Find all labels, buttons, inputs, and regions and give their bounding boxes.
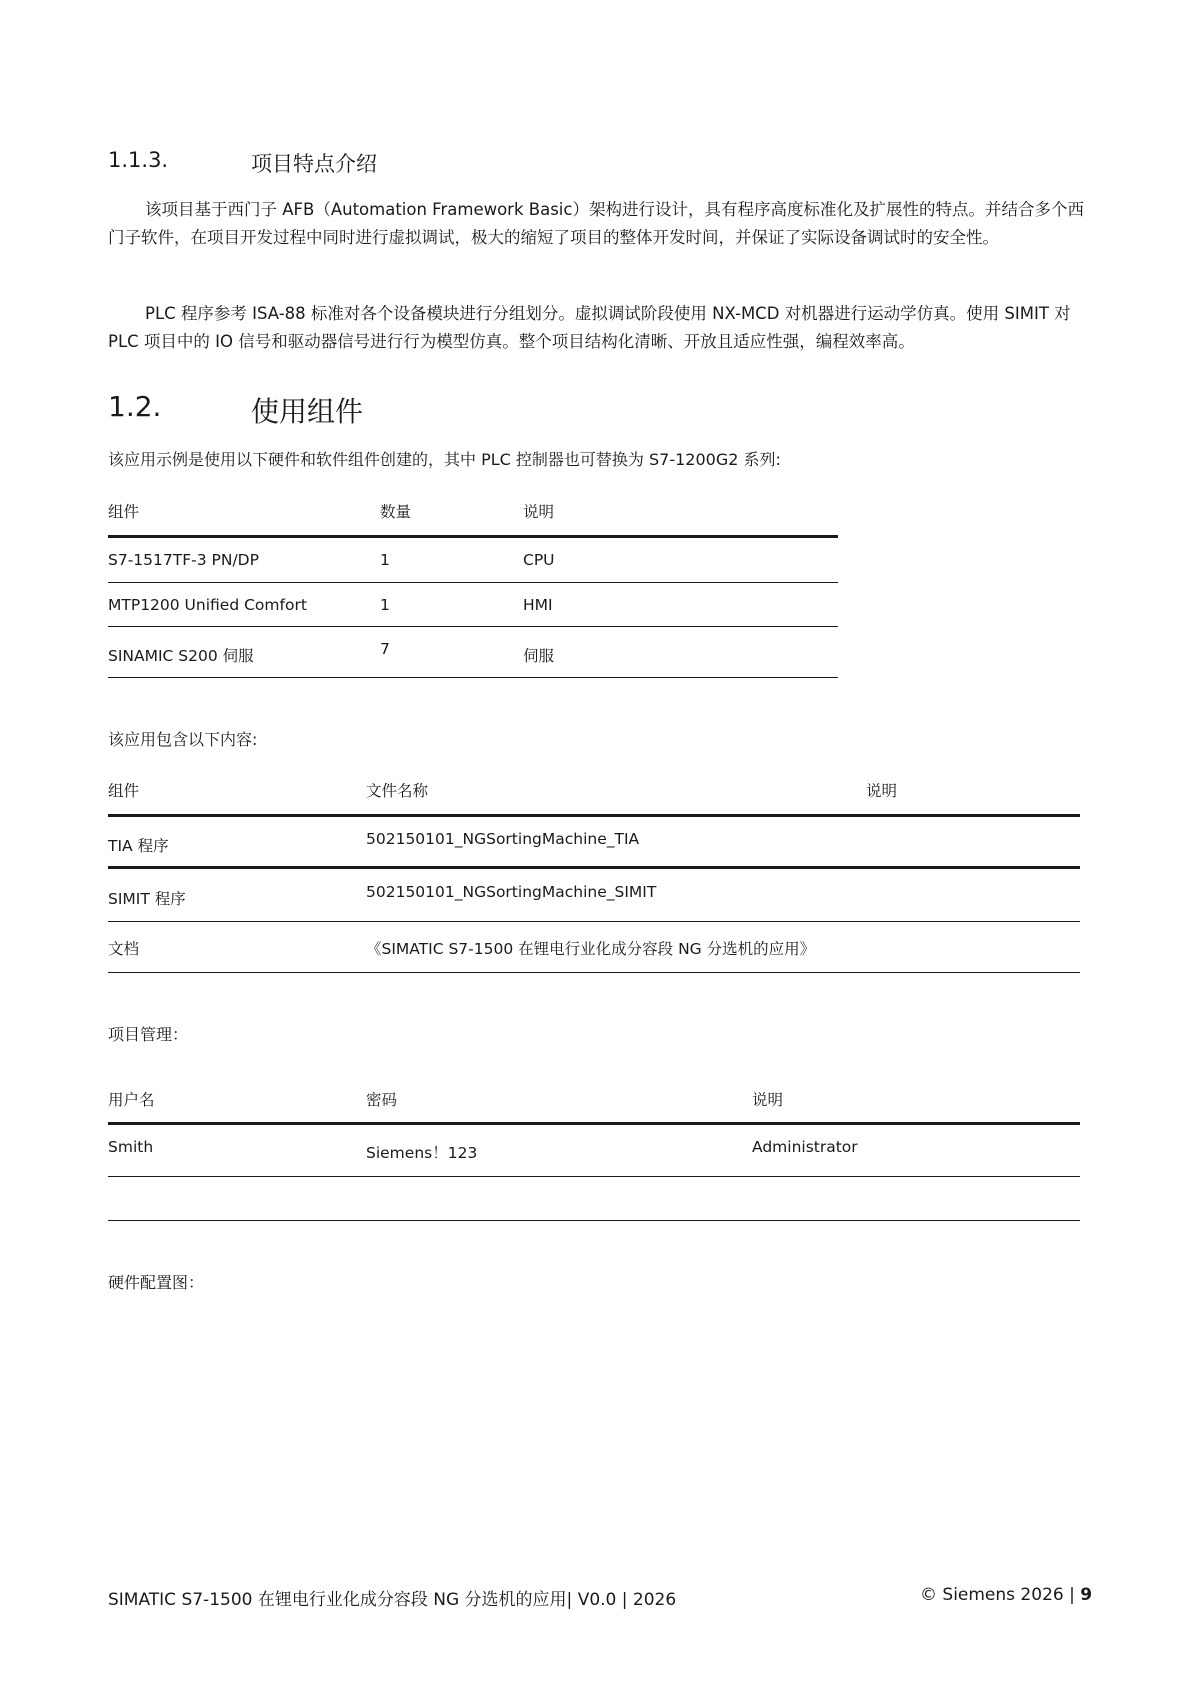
table-cell: CPU	[523, 551, 555, 569]
page-number: 9	[1080, 1585, 1093, 1605]
table-header: 用户名	[108, 1091, 155, 1109]
table-divider	[108, 921, 1080, 922]
section-number: 1.1.3.	[108, 148, 169, 172]
table-cell: Siemens！123	[366, 1144, 478, 1162]
table-divider	[108, 1122, 1080, 1125]
section-title: 项目特点介绍	[251, 152, 377, 176]
table-cell: SIMIT 程序	[108, 890, 186, 908]
copyright-text: © Siemens 2026 |	[920, 1585, 1081, 1605]
table-cell: 7	[380, 640, 390, 658]
table-cell: 文档	[108, 940, 140, 958]
table-cell: 1	[380, 551, 390, 569]
table-header: 说明	[523, 503, 555, 521]
footer-copyright	[920, 1585, 1092, 1605]
table-divider	[108, 814, 1080, 817]
table-header: 数量	[380, 503, 412, 521]
contents-label: 该应用包含以下内容:	[108, 730, 258, 749]
paragraph-afb: 该项目基于西门子 AFB（Automation Framework Basic）架构进行设计，具有程序高度标准化及扩展性的特点。并结合多个西门子软件，在项目开发过程中同时进行虚拟调试，极大的缩短了项目的整体开发时间，并保证了实际设备调试时的安全性。	[108, 200, 1084, 247]
table-cell: MTP1200 Unified Comfort	[108, 596, 307, 614]
table-divider	[108, 1176, 1080, 1177]
paragraph-plc: PLC 程序参考 ISA-88 标准对各个设备模块进行分组划分。虚拟调试阶段使用 NX-MCD 对机器进行运动学仿真。使用 SIMIT 对 PLC 项目中的 IO 信号和驱动器信号进行行为模型仿真。整个项目结构化清晰、开放且适应性强，编程效率高。	[108, 304, 1071, 351]
table-header: 组件	[108, 782, 140, 800]
table-divider	[108, 535, 838, 538]
footer-title: SIMATIC S7-1500 在锂电行业化成分容段 NG 分选机的应用| V0.0 | 2026	[108, 1590, 677, 1610]
table-cell: 伺服	[523, 647, 555, 665]
table-cell: 《SIMATIC S7-1500 在锂电行业化成分容段 NG 分选机的应用》	[366, 940, 816, 958]
section-title: 使用组件	[251, 395, 364, 428]
table-cell: HMI	[523, 596, 553, 614]
table-divider	[108, 626, 838, 627]
project-management-label: 项目管理：	[108, 1025, 189, 1044]
table-cell: S7-1517TF-3 PN/DP	[108, 551, 259, 569]
table-cell: SINAMIC S200 伺服	[108, 647, 254, 665]
table-divider	[108, 582, 838, 583]
table-header: 组件	[108, 503, 140, 521]
components-intro: 该应用示例是使用以下硬件和软件组件创建的，其中 PLC 控制器也可替换为 S7-1200G2 系列:	[108, 450, 781, 469]
hardware-config-label: 硬件配置图：	[108, 1273, 205, 1292]
table-header: 文件名称	[366, 782, 429, 800]
table-cell: TIA 程序	[108, 837, 169, 855]
table-cell: Smith	[108, 1138, 154, 1156]
table-divider	[108, 677, 838, 678]
table-header: 密码	[366, 1091, 398, 1109]
table-cell: 502150101_NGSortingMachine_TIA	[366, 830, 640, 848]
table-divider	[108, 972, 1080, 973]
section-number: 1.2.	[108, 390, 162, 423]
table-divider	[108, 866, 1080, 869]
table-cell: 1	[380, 596, 390, 614]
table-divider	[108, 1220, 1080, 1221]
table-header: 说明	[866, 782, 898, 800]
table-cell: Administrator	[752, 1138, 858, 1156]
table-cell: 502150101_NGSortingMachine_SIMIT	[366, 883, 657, 901]
table-header: 说明	[752, 1091, 784, 1109]
